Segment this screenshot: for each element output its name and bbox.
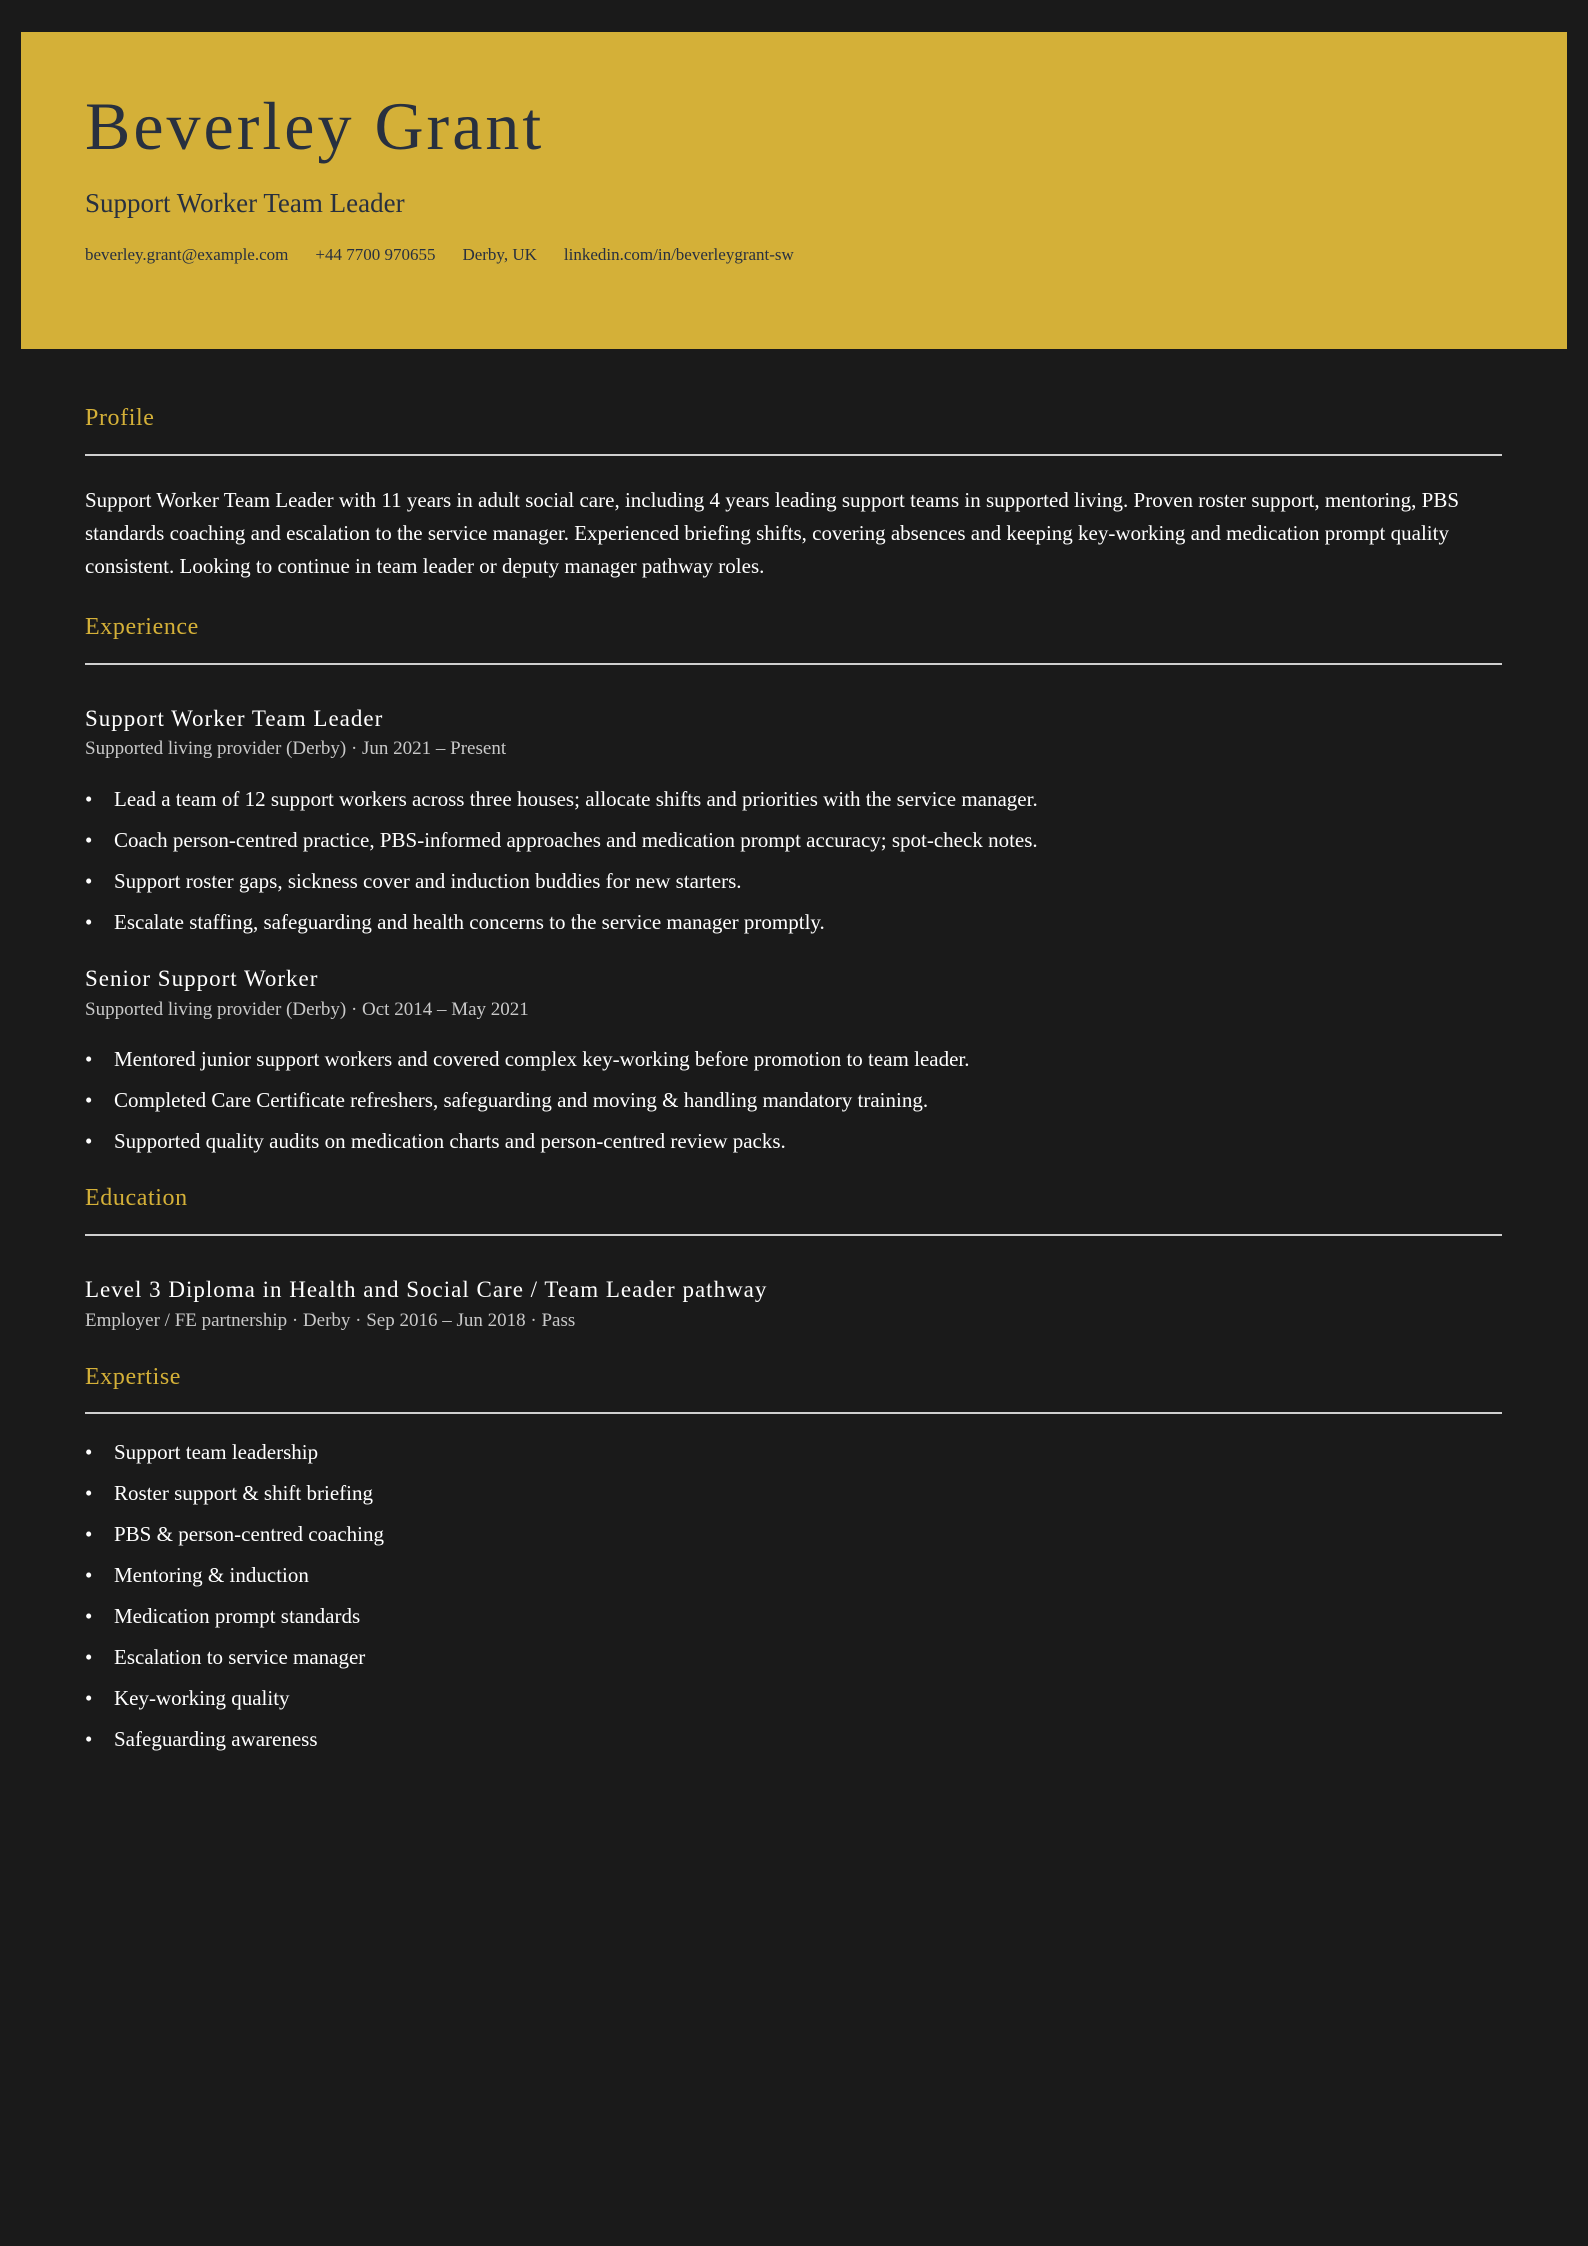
candidate-headline: Support Worker Team Leader bbox=[85, 188, 405, 218]
education-title: Level 3 Diploma in Health and Social Care / Team Leader pathway bbox=[85, 1277, 768, 1303]
job-bullet: • Completed Care Certificate refreshers, safeguarding and moving & handling mandatory training. bbox=[85, 1088, 1502, 1113]
expertise-section bbox=[85, 1363, 1502, 1753]
education-section bbox=[85, 1184, 1502, 1332]
job-bullet: • Coach person-centred practice, PBS-informed approaches and medication prompt accuracy; spot-check notes. bbox=[85, 828, 1502, 853]
candidate-name: Beverley Grant bbox=[85, 88, 545, 164]
expertise-item: • Support team leadership bbox=[85, 1440, 1502, 1465]
expertise-item: • Roster support & shift briefing bbox=[85, 1481, 1502, 1506]
expertise-item: • PBS & person-centred coaching bbox=[85, 1522, 1502, 1547]
job-title: Support Worker Team Leader bbox=[85, 705, 384, 731]
section-divider bbox=[85, 454, 1502, 456]
expertise-item: • Safeguarding awareness bbox=[85, 1727, 1502, 1752]
resume-body bbox=[85, 404, 1502, 1752]
job-entry bbox=[85, 965, 1502, 1154]
job-bullet: • Mentored junior support workers and covered complex key-working before promotion to team leader. bbox=[85, 1047, 1502, 1072]
expertise-list bbox=[85, 1440, 1502, 1752]
job-title: Senior Support Worker bbox=[85, 965, 319, 991]
header-band bbox=[21, 32, 1567, 349]
job-bullet: • Supported quality audits on medication charts and person-centred review packs. bbox=[85, 1129, 1502, 1154]
profile-section bbox=[85, 404, 1502, 583]
job-bullet: • Support roster gaps, sickness cover and induction buddies for new starters. bbox=[85, 869, 1502, 894]
contact-row bbox=[85, 245, 1567, 265]
contact-location: Derby, UK bbox=[462, 245, 537, 265]
job-meta: Supported living provider (Derby) · Oct 2014 – May 2021 bbox=[85, 998, 529, 1020]
section-divider bbox=[85, 1412, 1502, 1414]
contact-phone: +44 7700 970655 bbox=[315, 245, 436, 265]
contact-linkedin: linkedin.com/in/beverleygrant-sw bbox=[563, 245, 794, 265]
job-bullet: • Escalate staffing, safeguarding and health concerns to the service manager promptly. bbox=[85, 910, 1502, 935]
expertise-item: • Mentoring & induction bbox=[85, 1563, 1502, 1588]
profile-summary: Support Worker Team Leader with 11 years in adult social care, including 4 years leading support teams in supported living. Proven roster support, mentoring, PBS standards coaching and escalation to the service manager. Experienced briefing shifts, covering absences and keeping key-working and medication prompt quality consistent. Looking to continue in team leader or deputy manager pathway roles. bbox=[85, 487, 1460, 578]
expertise-item: • Escalation to service manager bbox=[85, 1645, 1502, 1670]
section-title: Experience bbox=[85, 613, 199, 640]
education-meta: Employer / FE partnership · Derby · Sep 2016 – Jun 2018 · Pass bbox=[85, 1309, 576, 1331]
job-entry bbox=[85, 705, 1502, 935]
section-title: Profile bbox=[85, 405, 155, 431]
contact-email: beverley.grant@example.com bbox=[85, 245, 289, 265]
section-divider bbox=[85, 663, 1502, 665]
job-meta: Supported living provider (Derby) · Jun 2021 – Present bbox=[85, 738, 507, 760]
education-entry bbox=[85, 1276, 1502, 1332]
expertise-item: • Medication prompt standards bbox=[85, 1604, 1502, 1629]
experience-section bbox=[85, 613, 1502, 1155]
job-bullets bbox=[85, 1047, 1502, 1154]
section-title: Expertise bbox=[85, 1363, 182, 1390]
job-bullets bbox=[85, 787, 1502, 935]
job-bullet: • Lead a team of 12 support workers across three houses; allocate shifts and priorities with the service manager. bbox=[85, 787, 1502, 812]
expertise-item: • Key-working quality bbox=[85, 1686, 1502, 1711]
section-divider bbox=[85, 1234, 1502, 1236]
section-title: Education bbox=[85, 1185, 188, 1212]
